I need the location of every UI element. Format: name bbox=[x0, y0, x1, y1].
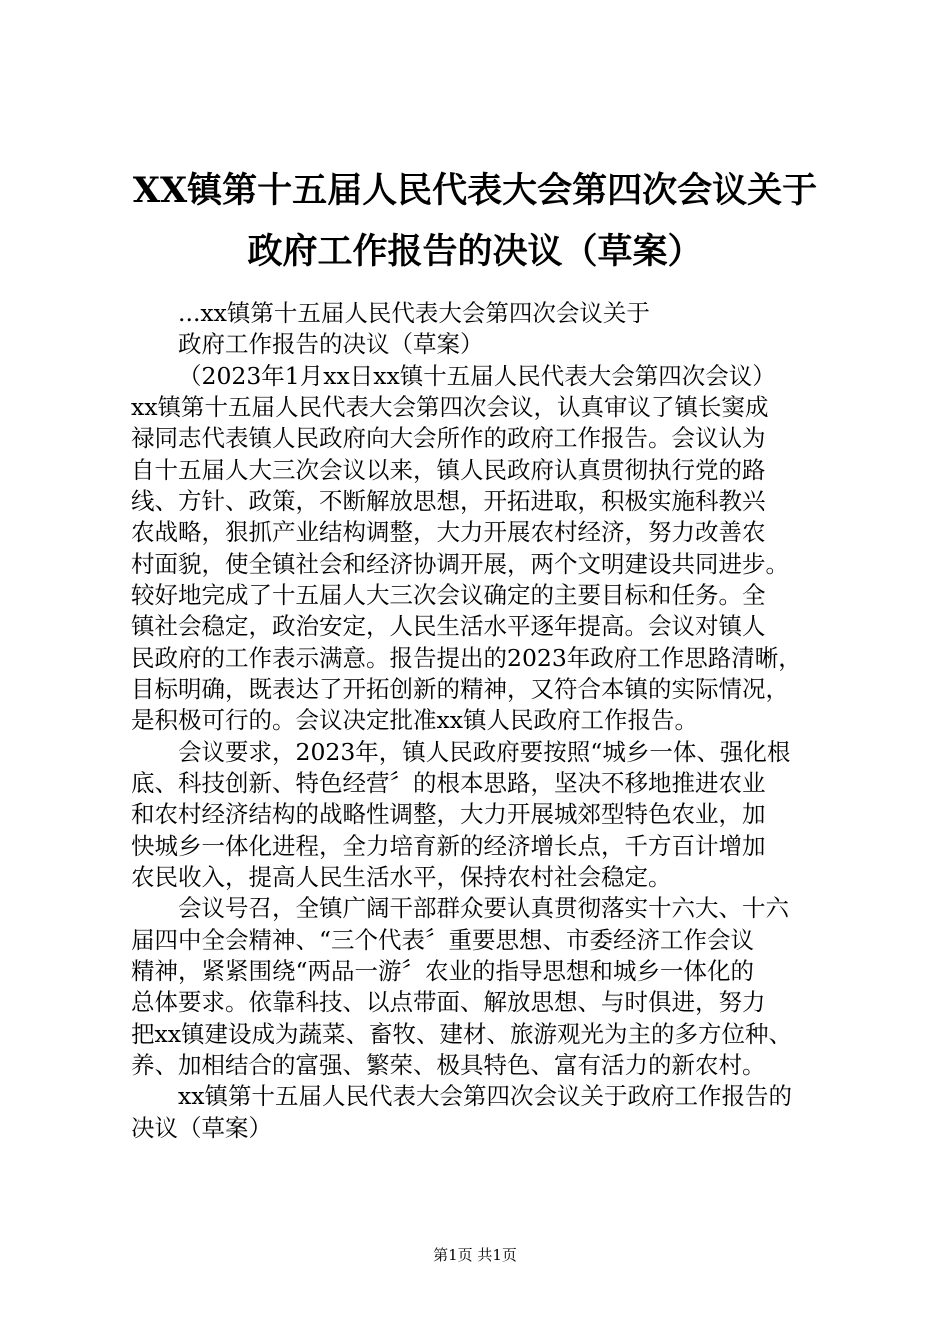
body-line: 禄同志代表镇人民政府向大会所作的政府工作报告。会议认为 bbox=[131, 424, 766, 452]
body-line: 总体要求。依靠科技、以点带面、解放思想、与时俱进，努力 bbox=[131, 988, 766, 1016]
body-line: xx镇第十五届人民代表大会第四次会议关于政府工作报告的 bbox=[178, 1082, 793, 1110]
body-line: 农民收入，提高人民生活水平，保持农村社会稳定。 bbox=[131, 863, 672, 891]
body-line: 快城乡一体化进程，全力培育新的经济增长点，千方百计增加 bbox=[131, 832, 766, 860]
body-line: （2023年1月xx日xx镇十五届人民代表大会第四次会议） bbox=[178, 362, 776, 390]
body-line: 养、加相结合的富强、繁荣、极具特色、富有活力的新农村。 bbox=[131, 1051, 766, 1079]
body-line: 把xx镇建设成为蔬菜、畜牧、建材、旅游观光为主的多方位种、 bbox=[131, 1020, 793, 1048]
body-line: 政府工作报告的决议（草案） bbox=[178, 330, 484, 358]
body-line: 农战略，狠抓产业结构调整，大力开展农村经济，努力改善农 bbox=[131, 518, 766, 546]
body-line: xx镇第十五届人民代表大会第四次会议，认真审议了镇长窦成 bbox=[131, 393, 769, 421]
body-line: 届四中全会精神、“三个代表〞重要思想、市委经济工作会议 bbox=[131, 926, 755, 954]
body-line: 较好地完成了十五届人大三次会议确定的主要目标和任务。全 bbox=[131, 581, 766, 609]
body-line: 是积极可行的。会议决定批准xx镇人民政府工作报告。 bbox=[131, 706, 699, 734]
body-line: 和农村经济结构的战略性调整，大力开展城郊型特色农业，加 bbox=[131, 800, 766, 828]
body-line: 决议（草案） bbox=[131, 1114, 272, 1142]
body-line: 目标明确，既表达了开拓创新的精神，又符合本镇的实际情况， bbox=[131, 675, 789, 703]
body-line: 线、方针、政策，不断解放思想，开拓进取，积极实施科教兴 bbox=[131, 487, 766, 515]
page-number-footer: 第1页 共1页 bbox=[433, 1246, 517, 1264]
body-line: 底、科技创新、特色经营〞的根本思路，坚决不移地推进农业 bbox=[131, 769, 766, 797]
document-title-line-1: XX镇第十五届人民代表大会第四次会议关于 bbox=[132, 170, 818, 211]
body-line: 精神，紧紧围绕“两品一游〞农业的指导思想和城乡一体化的 bbox=[131, 957, 755, 985]
body-line: 自十五届人大三次会议以来，镇人民政府认真贯彻执行党的路 bbox=[131, 456, 766, 484]
document-title-line-2: 政府工作报告的决议（草案） bbox=[247, 231, 703, 272]
body-line: 民政府的工作表示满意。报告提出的2023年政府工作思路清晰， bbox=[131, 644, 802, 672]
body-line: 会议要求，2023年，镇人民政府要按照“城乡一体、强化根 bbox=[178, 738, 791, 766]
body-line: 镇社会稳定，政治安定，人民生活水平逐年提高。会议对镇人 bbox=[131, 612, 766, 640]
body-line: 会议号召，全镇广阔干部群众要认真贯彻落实十六大、十六 bbox=[178, 894, 789, 922]
body-line: 村面貌，使全镇社会和经济协调开展，两个文明建设共同进步。 bbox=[131, 550, 789, 578]
body-line: ...xx镇第十五届人民代表大会第四次会议关于 bbox=[178, 299, 650, 327]
